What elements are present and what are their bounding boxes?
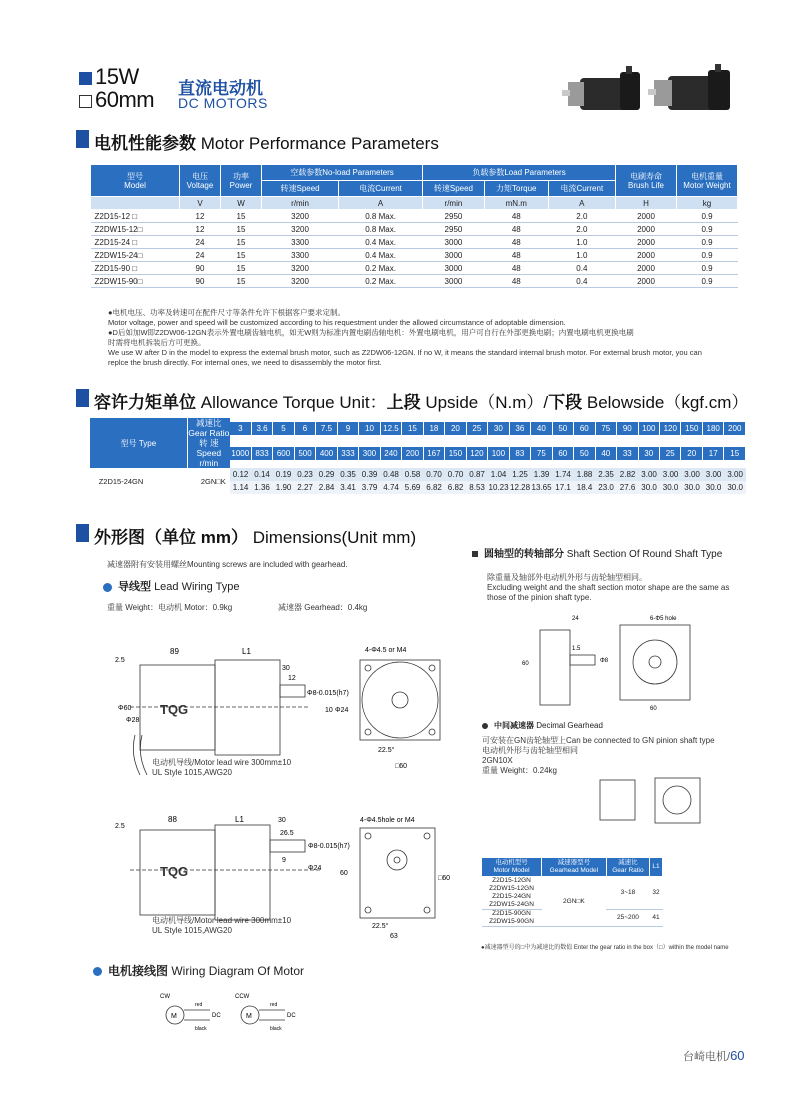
torque-cell: 83 bbox=[509, 447, 530, 460]
cell-c2: 0.4 bbox=[548, 262, 615, 275]
torque-cell: 600 bbox=[273, 447, 294, 460]
table-row bbox=[91, 275, 738, 288]
dim2-9: 9 bbox=[282, 857, 286, 864]
col-model: 型号 Model bbox=[91, 165, 180, 197]
motor-photo-2 bbox=[648, 64, 730, 110]
torque-cell: 1.25 bbox=[509, 468, 531, 481]
torque-cell: 12.28 bbox=[510, 483, 531, 492]
torque-cell: 25 bbox=[660, 447, 681, 460]
torque-cell: 1.74 bbox=[552, 468, 574, 481]
power-label: 15W bbox=[95, 64, 139, 89]
cell-w: 15 bbox=[221, 223, 262, 236]
torque-cell: 15 bbox=[402, 422, 423, 435]
table-row bbox=[91, 223, 738, 236]
cell-model: Z2DW15-24□ bbox=[91, 249, 180, 262]
torque-cell: 3.00 bbox=[638, 468, 660, 481]
cell-t: 48 bbox=[484, 210, 548, 223]
dim2-d24: Φ24 bbox=[308, 865, 322, 872]
dim2-30: 30 bbox=[278, 817, 286, 824]
lead-note-2b: UL Style 1015,AWG20 bbox=[152, 926, 232, 935]
cell-s2: 3000 bbox=[423, 275, 485, 288]
dim-shaft: Φ8-0.015(h7) bbox=[307, 690, 349, 697]
cell-model: Z2D15-24 □ bbox=[91, 236, 180, 249]
cell-s1: 3200 bbox=[262, 210, 339, 223]
cell-s1: 3200 bbox=[262, 223, 339, 236]
torque-title: 容许力矩单位 Allowance Torque Unit：上段 Upside（N.m）/下段 Belowside（kgf.cm） bbox=[94, 393, 749, 412]
torque-cell: 3.41 bbox=[337, 481, 359, 494]
decimal-gearhead-heading: 中间减速器 Decimal Gearhead bbox=[482, 720, 603, 731]
table-row bbox=[91, 262, 738, 275]
torque-cell: 30.0 bbox=[638, 481, 660, 494]
torque-cell: 12.5 bbox=[380, 422, 401, 435]
svg-text:1.5: 1.5 bbox=[572, 646, 581, 652]
lead-note-2a: 电动机导线/Motor lead wire 300mm±10 bbox=[152, 916, 292, 925]
cell-s2: 3000 bbox=[423, 262, 485, 275]
cell-kg: 0.9 bbox=[677, 249, 738, 262]
torque-cell: 20 bbox=[445, 422, 466, 435]
torque-cell: 2.27 bbox=[294, 481, 316, 494]
dim2-63: 63 bbox=[390, 933, 398, 940]
square-bullet-icon bbox=[472, 551, 478, 557]
product-title-cn: 直流电动机 bbox=[178, 79, 263, 98]
dim2-holes: 4-Φ4.5hole or M4 bbox=[360, 817, 415, 824]
torque-cell: 10.23 bbox=[488, 483, 509, 492]
dim-12: 12 bbox=[288, 675, 296, 682]
torque-cell: 150 bbox=[681, 422, 702, 435]
svg-text:60: 60 bbox=[650, 706, 657, 712]
dim2-60: 60 bbox=[340, 870, 348, 877]
cell-b: 2000 bbox=[616, 249, 677, 262]
cell-w: 15 bbox=[221, 262, 262, 275]
dim-holes: 4-Φ4.5 or M4 bbox=[365, 647, 407, 654]
cell-c1: 0.2 Max. bbox=[339, 262, 423, 275]
lead-note-1a: 电动机导线/Motor lead wire 300mm±10 bbox=[152, 758, 292, 767]
cell-c2: 1.0 bbox=[548, 249, 615, 262]
torque-cell: 6.82 bbox=[423, 481, 445, 494]
size-label: 60mm bbox=[95, 87, 155, 112]
page-footer: 台崎电机/60 bbox=[683, 1048, 745, 1063]
bullet-icon-small bbox=[482, 723, 488, 729]
cell-s2: 2950 bbox=[423, 223, 485, 236]
motor-weight: 重量 Weight：电动机 Motor：0.9kg bbox=[107, 603, 233, 612]
torque-cell: 18.4 bbox=[574, 481, 596, 494]
lead-note-1b: UL Style 1015,AWG20 bbox=[152, 768, 232, 777]
torque-cell: 30.0 bbox=[660, 481, 682, 494]
dim-89: 89 bbox=[170, 647, 179, 656]
dim-d60: Φ60 bbox=[118, 705, 132, 712]
torque-cell: 15 bbox=[724, 447, 746, 460]
torque-cell: 180 bbox=[702, 422, 723, 435]
torque-cell: 25 bbox=[466, 422, 487, 435]
torque-cell: 4.74 bbox=[380, 481, 402, 494]
table-row bbox=[91, 236, 738, 249]
header-square-outline bbox=[79, 95, 92, 108]
dim-d28: Φ28 bbox=[126, 717, 140, 724]
cell-t: 48 bbox=[484, 249, 548, 262]
torque-cell: 0.12 bbox=[230, 468, 252, 481]
cell-s2: 2950 bbox=[423, 210, 485, 223]
dim-2-5: 2.5 bbox=[115, 657, 125, 664]
dim-angle: 22.5° bbox=[378, 747, 395, 754]
col-voltage: 电压 Voltage bbox=[180, 165, 221, 197]
shaft-desc: 除重量及轴部外电动机外形与齿轮轴型相同。 Excluding weight and the shaft section motor shape are the same as those of the pinion shaft type. bbox=[487, 573, 730, 602]
torque-cell: 833 bbox=[251, 447, 272, 460]
torque-cell: 1.36 bbox=[251, 481, 273, 494]
torque-cell: 9 bbox=[337, 422, 358, 435]
cell-v: 24 bbox=[180, 249, 221, 262]
dim2-shaft: Φ8-0.015(h7) bbox=[308, 843, 350, 850]
torque-cell: 40 bbox=[531, 422, 552, 435]
torque-cell: 75 bbox=[531, 447, 552, 460]
torque-cell: 1.90 bbox=[273, 481, 295, 494]
dim-L1: L1 bbox=[242, 647, 251, 656]
torque-cell: 5.69 bbox=[402, 481, 424, 494]
cell-kg: 0.9 bbox=[677, 262, 738, 275]
cell-s2: 3000 bbox=[423, 249, 485, 262]
torque-cell: 0.23 bbox=[294, 468, 316, 481]
cell-kg: 0.9 bbox=[677, 223, 738, 236]
performance-title: 电机性能参数 Motor Performance Parameters bbox=[94, 134, 439, 153]
torque-cell: 240 bbox=[380, 447, 401, 460]
torque-cell: 2.82 bbox=[617, 468, 639, 481]
lead-type-heading: 导线型 Lead Wiring Type bbox=[103, 578, 239, 594]
torque-table bbox=[90, 418, 746, 494]
dimensions-title: 外形图（单位 mm） Dimensions(Unit mm) bbox=[94, 528, 417, 547]
svg-text:M: M bbox=[171, 1013, 177, 1020]
dim-d24: Φ24 bbox=[335, 707, 349, 714]
torque-cell: 30 bbox=[638, 447, 659, 460]
gearhead-table: 电动机型号 Motor Model 减速器型号 Gearhead Model 减速比 Gear Ratio L1 Z2D15-12GN Z2DW15-12GN Z2D15-24GN Z2DW15-24GN 2GN□K 3~18 32 Z2D15-90GN Z2DW15-90GN 25~200 41 bbox=[481, 857, 663, 927]
cell-t: 48 bbox=[484, 223, 548, 236]
cell-c2: 1.0 bbox=[548, 236, 615, 249]
bullet-icon bbox=[103, 583, 112, 592]
mount-note: 减速器附有安装用螺丝Mounting screws are included with gearhead. bbox=[107, 560, 348, 569]
svg-text:6-Φ5 hole: 6-Φ5 hole bbox=[650, 616, 677, 622]
product-title-en: DC MOTORS bbox=[178, 95, 268, 111]
cell-v: 12 bbox=[180, 210, 221, 223]
cell-c2: 2.0 bbox=[548, 223, 615, 236]
cell-c2: 0.4 bbox=[548, 275, 615, 288]
cell-kg: 0.9 bbox=[677, 236, 738, 249]
torque-cell: 6 bbox=[294, 422, 315, 435]
torque-cell: 120 bbox=[466, 447, 487, 460]
svg-text:red: red bbox=[270, 1002, 278, 1008]
torque-cell: 60 bbox=[574, 422, 595, 435]
torque-cell: 17 bbox=[702, 447, 723, 460]
cell-w: 15 bbox=[221, 210, 262, 223]
dim-sq60: □60 bbox=[395, 763, 408, 770]
torque-cell: 3.6 bbox=[251, 422, 272, 435]
torque-cell: 500 bbox=[294, 447, 315, 460]
torque-cell: 3.00 bbox=[703, 468, 725, 481]
cell-v: 12 bbox=[180, 223, 221, 236]
torque-cell: 400 bbox=[316, 447, 337, 460]
svg-text:DC: DC bbox=[287, 1013, 296, 1019]
svg-text:CW: CW bbox=[160, 994, 170, 1000]
cell-c1: 0.2 Max. bbox=[339, 275, 423, 288]
torque-cell: 30.0 bbox=[703, 481, 725, 494]
torque-cell: 333 bbox=[337, 447, 358, 460]
torque-cell: 50 bbox=[574, 447, 595, 460]
torque-cell: 17.1 bbox=[552, 481, 574, 494]
torque-cell: 200 bbox=[724, 422, 746, 435]
dim-30: 30 bbox=[282, 665, 290, 672]
cell-model: Z2DW15-12□ bbox=[91, 223, 180, 236]
torque-cell: 30 bbox=[488, 422, 509, 435]
torque-type-label: 型号 Type bbox=[90, 418, 187, 468]
cell-c2: 2.0 bbox=[548, 210, 615, 223]
torque-cell: 0.87 bbox=[466, 468, 488, 481]
torque-cell: 1000 bbox=[230, 447, 251, 460]
torque-cell: 8.53 bbox=[466, 481, 488, 494]
svg-text:24: 24 bbox=[572, 616, 579, 622]
page-number: 60 bbox=[730, 1048, 745, 1063]
torque-cell: 3.00 bbox=[660, 468, 682, 481]
svg-text:black: black bbox=[195, 1026, 207, 1032]
torque-cell: 2.35 bbox=[595, 468, 617, 481]
torque-cell: 36 bbox=[509, 422, 530, 435]
torque-cell: 100 bbox=[638, 422, 659, 435]
cell-c1: 0.4 Max. bbox=[339, 236, 423, 249]
cell-s1: 3200 bbox=[262, 262, 339, 275]
torque-cell: 300 bbox=[359, 447, 380, 460]
torque-cell: 0.19 bbox=[273, 468, 295, 481]
section-marker bbox=[76, 130, 89, 148]
cell-t: 48 bbox=[484, 236, 548, 249]
cell-c1: 0.8 Max. bbox=[339, 210, 423, 223]
torque-cell: 0.29 bbox=[316, 468, 338, 481]
torque-cell: 33 bbox=[617, 447, 638, 460]
torque-cell: 50 bbox=[552, 422, 573, 435]
performance-table: 型号 Model 电压 Voltage 功率 Power 空载参数No-load Parameters 负载参数Load Parameters 电刷寿命 Brush Life 电机重量 Motor Weight 转速Speed 电流Current 转速Speed 力矩Torque 电流Current V W r/min A r/min mN.m A H kg Z2D15-12 □ 12 15 3200 0.8 Max. 2950 48 2.0 2000 0.9 Z2DW15-12□ 12 15 3200 0.8 Max. 2950 48 2.0 2000 0.9 Z2D15-24 □ 24 15 3300 0.4 Max. 3000 48 1.0 2000 0.9 Z2DW15-24□ 24 15 3300 0.4 Max. 3000 48 1.0 2000 0.9 Z2D15-90 □ 90 15 3200 0.2 Max. 3000 48 0.4 2000 0.9 Z2DW15-90□ 90 15 3200 0.2 Max. 3000 48 0.4 2000 0.9 bbox=[90, 164, 738, 288]
torque-cell: 0.39 bbox=[359, 468, 381, 481]
torque-cell: 0.58 bbox=[402, 468, 424, 481]
motor-product-photo bbox=[560, 56, 735, 126]
torque-cell: 0.14 bbox=[251, 468, 273, 481]
dim2-2-5: 2.5 bbox=[115, 823, 125, 830]
torque-cell: 1.39 bbox=[531, 468, 553, 481]
cell-b: 2000 bbox=[616, 223, 677, 236]
cell-s1: 3200 bbox=[262, 275, 339, 288]
svg-text:60: 60 bbox=[522, 661, 529, 667]
dim-k10: 10 bbox=[325, 707, 333, 714]
section-marker bbox=[76, 524, 89, 542]
svg-text:black: black bbox=[270, 1026, 282, 1032]
torque-cell: 18 bbox=[423, 422, 444, 435]
torque-cell: 3.00 bbox=[724, 468, 746, 481]
torque-cell: 3 bbox=[230, 422, 251, 435]
cell-v: 90 bbox=[180, 262, 221, 275]
col-load: 负载参数Load Parameters bbox=[423, 165, 616, 181]
cell-kg: 0.9 bbox=[677, 275, 738, 288]
torque-cell: 100 bbox=[488, 447, 509, 460]
torque-cell: 3.79 bbox=[359, 481, 381, 494]
decimal-desc: 可安装在GN齿轮轴型上Can be connected to GN pinion shaft type 电动机外形与齿轮轴型相同 2GN10X 重量 Weight：0.24kg bbox=[482, 736, 715, 775]
svg-text:red: red bbox=[195, 1002, 203, 1008]
motor-photo-1 bbox=[562, 66, 640, 110]
torque-cell: 13.65 bbox=[531, 483, 552, 492]
decimal-gearhead-drawing bbox=[590, 770, 710, 830]
svg-text:M: M bbox=[246, 1013, 252, 1020]
cell-s1: 3300 bbox=[262, 249, 339, 262]
cell-w: 15 bbox=[221, 236, 262, 249]
performance-notes: ●电机电压、功率及转速可在配件尺寸等条件允许下根据客户要求定制。 Motor voltage, power and speed will be customized according to his requestment under the allowed circumstance of adoptable dimension. ●D后如加W即Z2DW06-12GN表示外置电刷齿轴电机，如无W则为标准内置电刷齿轴电机：外置电刷电机，用户可自行在外部更换电刷；内置电刷电机更换电刷 时需将电机拆装后方可更换。 We use W after D in the model to express the external brush motor, such as Z2DW06-12GN. If no W, it means the standard internal brush motor. For external brush motor, you can replce the brush directly. For internal ones, we need to disassembly the motor first. bbox=[108, 308, 702, 367]
gearhead-weight: 减速器 Gearhead：0.4kg bbox=[278, 603, 368, 612]
speed-label: 转 速 Speed r/min bbox=[187, 438, 230, 468]
cell-t: 48 bbox=[484, 275, 548, 288]
cell-v: 24 bbox=[180, 236, 221, 249]
table-row bbox=[91, 249, 738, 262]
torque-cell: 6.82 bbox=[445, 481, 467, 494]
torque-cell: 1.14 bbox=[230, 481, 252, 494]
torque-cell: 10 bbox=[359, 422, 380, 435]
cell-c1: 0.4 Max. bbox=[339, 249, 423, 262]
torque-cell: 40 bbox=[595, 447, 616, 460]
cell-b: 2000 bbox=[616, 275, 677, 288]
dim2-88: 88 bbox=[168, 815, 177, 824]
col-noload: 空载参数No-load Parameters bbox=[262, 165, 423, 181]
brand-label-2: TQG bbox=[160, 864, 189, 879]
torque-cell: 30.0 bbox=[681, 481, 703, 494]
torque-cell: 120 bbox=[660, 422, 681, 435]
round-shaft-drawing bbox=[510, 610, 710, 720]
torque-cell: 3.00 bbox=[681, 468, 703, 481]
wiring-heading: 电机接线图 Wiring Diagram Of Motor bbox=[93, 962, 304, 979]
svg-text:CCW: CCW bbox=[235, 994, 250, 1000]
torque-cell: 60 bbox=[552, 447, 573, 460]
cell-model: Z2DW15-90□ bbox=[91, 275, 180, 288]
ratio-label: 减速比 Gear Ratio bbox=[188, 418, 230, 438]
cell-kg: 0.9 bbox=[677, 210, 738, 223]
cell-b: 2000 bbox=[616, 210, 677, 223]
svg-text:Φ8: Φ8 bbox=[600, 658, 609, 664]
torque-cell: 0.70 bbox=[423, 468, 445, 481]
svg-text:DC: DC bbox=[212, 1013, 221, 1019]
wiring-diagram bbox=[150, 990, 310, 1040]
dim2-sq: □60 bbox=[438, 875, 451, 882]
cell-b: 2000 bbox=[616, 262, 677, 275]
torque-cell: 150 bbox=[445, 447, 466, 460]
cell-c1: 0.8 Max. bbox=[339, 223, 423, 236]
col-weight: 电机重量 Motor Weight bbox=[677, 165, 738, 197]
torque-cell: 1.88 bbox=[574, 468, 596, 481]
table-row bbox=[91, 210, 738, 223]
torque-cell: 1.04 bbox=[488, 468, 510, 481]
cell-b: 2000 bbox=[616, 236, 677, 249]
cell-w: 15 bbox=[221, 275, 262, 288]
torque-cell: 27.6 bbox=[617, 481, 639, 494]
torque-cell: 5 bbox=[273, 422, 294, 435]
torque-cell: 20 bbox=[681, 447, 702, 460]
dim2-angle: 22.5° bbox=[372, 923, 389, 930]
torque-cell: 0.48 bbox=[380, 468, 402, 481]
gear-note: ●减速器型号的□中为减速比的数值 Enter the gear ratio in the box（□）within the model name bbox=[481, 945, 729, 951]
torque-gear: 2GN□K bbox=[200, 476, 226, 486]
col-brush: 电刷寿命 Brush Life bbox=[616, 165, 677, 197]
torque-cell: 2.84 bbox=[316, 481, 338, 494]
torque-cell: 167 bbox=[423, 447, 444, 460]
torque-cell: 75 bbox=[595, 422, 616, 435]
torque-cell: 90 bbox=[617, 422, 638, 435]
section-marker bbox=[76, 389, 89, 407]
dim2-L1: L1 bbox=[235, 815, 244, 824]
dim2-26: 26.5 bbox=[280, 830, 294, 837]
cell-model: Z2D15-12 □ bbox=[91, 210, 180, 223]
torque-cell: 23.0 bbox=[595, 481, 617, 494]
bullet-icon bbox=[93, 967, 102, 976]
cell-t: 48 bbox=[484, 262, 548, 275]
torque-cell: 200 bbox=[402, 447, 423, 460]
torque-model: Z2D15-24GN bbox=[98, 476, 144, 486]
brand-label: TQG bbox=[160, 702, 189, 717]
torque-cell: 0.35 bbox=[337, 468, 359, 481]
cell-w: 15 bbox=[221, 249, 262, 262]
cell-v: 90 bbox=[180, 275, 221, 288]
torque-cell: 7.5 bbox=[316, 422, 337, 435]
cell-s1: 3300 bbox=[262, 236, 339, 249]
torque-cell: 0.70 bbox=[445, 468, 467, 481]
shaft-section-heading: 圆轴型的转轴部分 Shaft Section Of Round Shaft Type bbox=[472, 545, 722, 560]
cell-s2: 3000 bbox=[423, 236, 485, 249]
cell-model: Z2D15-90 □ bbox=[91, 262, 180, 275]
col-power: 功率 Power bbox=[221, 165, 262, 197]
torque-cell: 30.0 bbox=[724, 481, 746, 494]
header-square-filled bbox=[79, 72, 92, 85]
